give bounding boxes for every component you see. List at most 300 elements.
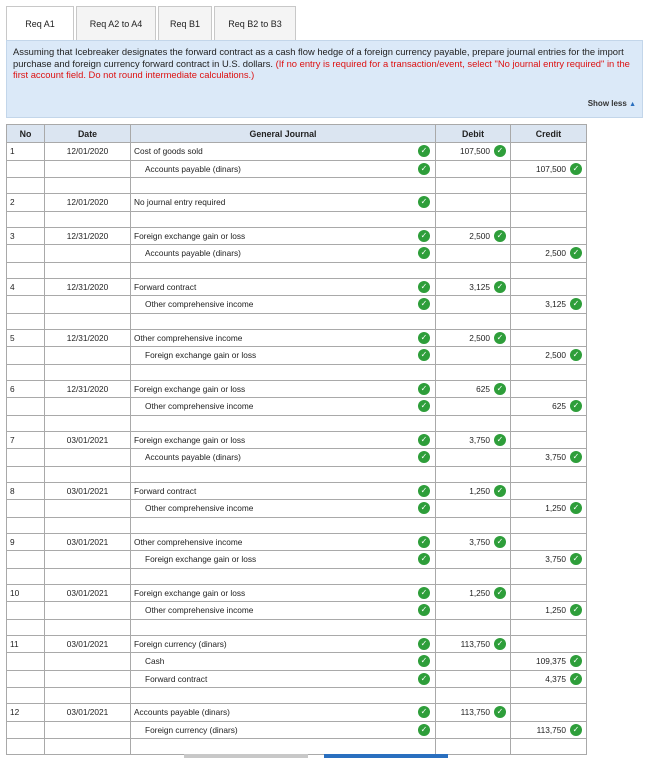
entry-number — [7, 398, 45, 416]
debit-input[interactable] — [436, 160, 511, 178]
tab-req-a1[interactable]: Req A1 — [6, 6, 74, 40]
entry-date[interactable]: 03/01/2021 — [45, 584, 131, 602]
spacer-cell — [45, 364, 131, 380]
account-name: Other comprehensive income — [134, 332, 243, 343]
entry-date[interactable]: 12/31/2020 — [45, 227, 131, 245]
debit-input[interactable] — [436, 482, 511, 500]
spacer-row — [7, 211, 587, 227]
journal-row — [7, 602, 587, 620]
account-select[interactable] — [131, 431, 436, 449]
entry-date[interactable]: 03/01/2021 — [45, 482, 131, 500]
check-circle-icon: ✓ — [570, 604, 582, 616]
entry-date[interactable]: 03/01/2021 — [45, 704, 131, 722]
credit-input[interactable] — [511, 278, 587, 296]
spacer-cell — [511, 517, 587, 533]
spacer-cell — [45, 466, 131, 482]
check-circle-icon: ✓ — [418, 247, 430, 259]
account-select[interactable] — [131, 635, 436, 653]
next-button[interactable] — [324, 754, 448, 758]
spacer-row — [7, 568, 587, 584]
credit-input[interactable] — [511, 533, 587, 551]
entry-number — [7, 296, 45, 314]
check-circle-icon: ✓ — [418, 332, 430, 344]
spacer-cell — [511, 415, 587, 431]
spacer-cell — [436, 568, 511, 584]
credit-input[interactable] — [511, 602, 587, 620]
entry-number: 2 — [7, 194, 45, 212]
entry-date[interactable]: 12/01/2020 — [45, 194, 131, 212]
spacer-row — [7, 178, 587, 194]
entry-number — [7, 602, 45, 620]
account-select[interactable] — [131, 227, 436, 245]
check-circle-icon: ✓ — [418, 434, 430, 446]
spacer-cell — [131, 517, 436, 533]
entry-number: 3 — [7, 227, 45, 245]
journal-row — [7, 653, 587, 671]
spacer-cell — [436, 415, 511, 431]
check-circle-icon: ✓ — [494, 706, 506, 718]
account-select[interactable] — [131, 347, 436, 365]
credit-input[interactable] — [511, 704, 587, 722]
check-circle-icon: ✓ — [494, 638, 506, 650]
debit-amount: 1,250 — [469, 485, 490, 496]
debit-input[interactable] — [436, 449, 511, 467]
credit-input[interactable] — [511, 635, 587, 653]
check-circle-icon: ✓ — [418, 553, 430, 565]
spacer-cell — [7, 517, 45, 533]
credit-input[interactable] — [511, 482, 587, 500]
entry-date[interactable]: 12/31/2020 — [45, 278, 131, 296]
debit-amount: 3,750 — [469, 434, 490, 445]
credit-input[interactable] — [511, 398, 587, 416]
account-select[interactable] — [131, 482, 436, 500]
account-select[interactable] — [131, 533, 436, 551]
debit-amount: 3,750 — [469, 536, 490, 547]
spacer-cell — [45, 313, 131, 329]
check-circle-icon: ✓ — [418, 706, 430, 718]
journal-row — [7, 296, 587, 314]
instructions-main: Assuming that Icebreaker designates the forward contract as a cash flow hedge of a foreign currency payable, prepare journal entries for the import purchase and foreign currency forward contract in U.S. dollars. — [13, 46, 624, 69]
entry-number: 7 — [7, 431, 45, 449]
debit-amount: 113,750 — [460, 707, 490, 718]
spacer-cell — [7, 466, 45, 482]
spacer-cell — [436, 211, 511, 227]
account-select[interactable] — [131, 245, 436, 263]
header-date: Date — [45, 125, 131, 143]
account-select[interactable] — [131, 449, 436, 467]
credit-amount: 4,375 — [545, 673, 566, 684]
entry-date — [45, 245, 131, 263]
credit-amount: 2,500 — [545, 350, 566, 361]
debit-amount: 1,250 — [469, 587, 490, 598]
spacer-row — [7, 466, 587, 482]
account-select[interactable] — [131, 584, 436, 602]
account-name: Other comprehensive income — [134, 536, 243, 547]
spacer-cell — [511, 262, 587, 278]
journal-table — [6, 124, 587, 755]
account-select[interactable] — [131, 380, 436, 398]
check-circle-icon: ✓ — [418, 281, 430, 293]
spacer-cell — [45, 688, 131, 704]
journal-row — [7, 398, 587, 416]
account-select[interactable] — [131, 721, 436, 739]
check-circle-icon: ✓ — [494, 230, 506, 242]
entry-date[interactable]: 12/31/2020 — [45, 329, 131, 347]
spacer-row — [7, 739, 587, 755]
check-circle-icon: ✓ — [494, 332, 506, 344]
entry-date — [45, 500, 131, 518]
spacer-cell — [7, 262, 45, 278]
check-circle-icon: ✓ — [418, 502, 430, 514]
account-name: Foreign exchange gain or loss — [134, 434, 246, 445]
account-select[interactable] — [131, 704, 436, 722]
tab-bar — [6, 6, 298, 40]
credit-amount: 625 — [552, 401, 566, 412]
account-name: Other comprehensive income — [145, 605, 254, 616]
entry-number — [7, 347, 45, 365]
credit-input[interactable] — [511, 670, 587, 688]
account-select[interactable] — [131, 194, 436, 212]
entry-date[interactable]: 03/01/2021 — [45, 533, 131, 551]
entry-date — [45, 449, 131, 467]
credit-input[interactable] — [511, 143, 587, 161]
account-select[interactable] — [131, 398, 436, 416]
spacer-row — [7, 688, 587, 704]
check-circle-icon: ✓ — [418, 604, 430, 616]
credit-input[interactable] — [511, 227, 587, 245]
entry-date[interactable]: 12/31/2020 — [45, 380, 131, 398]
entry-date — [45, 160, 131, 178]
entry-date — [45, 347, 131, 365]
spacer-cell — [7, 211, 45, 227]
credit-input[interactable] — [511, 160, 587, 178]
account-name: Accounts payable (dinars) — [145, 163, 241, 174]
credit-input[interactable] — [511, 653, 587, 671]
spacer-cell — [7, 313, 45, 329]
account-name: No journal entry required — [134, 197, 226, 208]
account-select[interactable] — [131, 551, 436, 569]
spacer-cell — [45, 178, 131, 194]
spacer-cell — [45, 619, 131, 635]
spacer-cell — [45, 211, 131, 227]
check-circle-icon: ✓ — [570, 163, 582, 175]
spacer-cell — [511, 313, 587, 329]
credit-amount: 1,250 — [545, 503, 566, 514]
check-circle-icon: ✓ — [570, 553, 582, 565]
entry-date — [45, 721, 131, 739]
entry-number: 10 — [7, 584, 45, 602]
journal-row — [7, 227, 587, 245]
credit-input[interactable] — [511, 329, 587, 347]
check-circle-icon: ✓ — [494, 536, 506, 548]
prev-button[interactable] — [184, 754, 308, 758]
spacer-cell — [131, 739, 436, 755]
spacer-cell — [436, 739, 511, 755]
account-name: Accounts payable (dinars) — [145, 248, 241, 259]
spacer-cell — [436, 619, 511, 635]
debit-amount: 113,750 — [460, 638, 490, 649]
spacer-cell — [511, 364, 587, 380]
spacer-cell — [511, 466, 587, 482]
debit-input[interactable] — [436, 347, 511, 365]
tab-req-b2-b3[interactable]: Req B2 to B3 — [214, 6, 296, 40]
spacer-cell — [131, 415, 436, 431]
account-select[interactable] — [131, 602, 436, 620]
debit-input[interactable] — [436, 296, 511, 314]
journal-row — [7, 245, 587, 263]
credit-amount: 3,750 — [545, 554, 566, 565]
debit-amount: 107,500 — [460, 146, 490, 157]
spacer-cell — [511, 619, 587, 635]
journal-row — [7, 194, 587, 212]
spacer-cell — [436, 688, 511, 704]
check-circle-icon: ✓ — [418, 485, 430, 497]
check-circle-icon: ✓ — [418, 638, 430, 650]
journal-row — [7, 143, 587, 161]
spacer-cell — [7, 364, 45, 380]
credit-input[interactable] — [511, 584, 587, 602]
spacer-cell — [131, 313, 436, 329]
check-circle-icon: ✓ — [494, 281, 506, 293]
spacer-cell — [7, 178, 45, 194]
spacer-cell — [511, 211, 587, 227]
check-circle-icon: ✓ — [418, 349, 430, 361]
credit-amount: 2,500 — [545, 248, 566, 259]
account-select[interactable] — [131, 500, 436, 518]
debit-input[interactable] — [436, 635, 511, 653]
spacer-cell — [45, 568, 131, 584]
journal-row — [7, 347, 587, 365]
account-name: Forward contract — [134, 485, 197, 496]
spacer-cell — [436, 178, 511, 194]
entry-number: 12 — [7, 704, 45, 722]
check-circle-icon: ✓ — [570, 349, 582, 361]
check-circle-icon: ✓ — [418, 400, 430, 412]
entry-number — [7, 721, 45, 739]
credit-amount: 113,750 — [536, 724, 566, 735]
check-circle-icon: ✓ — [570, 655, 582, 667]
debit-amount: 3,125 — [469, 281, 490, 292]
journal-row — [7, 278, 587, 296]
entry-number: 4 — [7, 278, 45, 296]
debit-input[interactable] — [436, 431, 511, 449]
spacer-row — [7, 262, 587, 278]
journal-row — [7, 533, 587, 551]
spacer-cell — [131, 466, 436, 482]
debit-amount: 625 — [476, 383, 490, 394]
account-select[interactable] — [131, 160, 436, 178]
check-circle-icon: ✓ — [494, 434, 506, 446]
account-name: Foreign exchange gain or loss — [134, 587, 246, 598]
spacer-row — [7, 517, 587, 533]
debit-input[interactable] — [436, 721, 511, 739]
account-name: Foreign currency (dinars) — [145, 724, 238, 735]
debit-input[interactable] — [436, 551, 511, 569]
check-circle-icon: ✓ — [418, 230, 430, 242]
check-circle-icon: ✓ — [418, 145, 430, 157]
credit-input[interactable] — [511, 449, 587, 467]
entry-number: 1 — [7, 143, 45, 161]
spacer-cell — [45, 739, 131, 755]
triangle-up-icon: ▲ — [629, 101, 636, 109]
debit-input[interactable] — [436, 398, 511, 416]
journal-row — [7, 551, 587, 569]
spacer-cell — [45, 517, 131, 533]
debit-input[interactable] — [436, 533, 511, 551]
credit-input[interactable] — [511, 500, 587, 518]
account-select[interactable] — [131, 278, 436, 296]
spacer-cell — [511, 568, 587, 584]
instructions-panel — [6, 40, 643, 118]
spacer-row — [7, 619, 587, 635]
credit-input[interactable] — [511, 296, 587, 314]
credit-amount: 107,500 — [536, 163, 566, 174]
spacer-cell — [131, 262, 436, 278]
entry-number: 8 — [7, 482, 45, 500]
debit-input[interactable] — [436, 245, 511, 263]
header-no: No — [7, 125, 45, 143]
spacer-cell — [511, 739, 587, 755]
entry-date — [45, 551, 131, 569]
header-general-journal: General Journal — [131, 125, 436, 143]
spacer-row — [7, 415, 587, 431]
entry-number — [7, 160, 45, 178]
spacer-row — [7, 364, 587, 380]
header-credit: Credit — [511, 125, 587, 143]
spacer-cell — [511, 688, 587, 704]
spacer-cell — [436, 466, 511, 482]
debit-input[interactable] — [436, 602, 511, 620]
check-circle-icon: ✓ — [494, 485, 506, 497]
entry-number — [7, 500, 45, 518]
journal-body — [7, 143, 587, 755]
account-name: Accounts payable (dinars) — [145, 452, 241, 463]
entry-number — [7, 449, 45, 467]
entry-number — [7, 653, 45, 671]
spacer-cell — [7, 619, 45, 635]
spacer-cell — [7, 688, 45, 704]
credit-amount: 109,375 — [536, 656, 566, 667]
spacer-cell — [131, 211, 436, 227]
instructions-note: (If no entry is required for a transaction/event, select "No journal entry required" in the first account field. Do not round intermediate calculations.) — [13, 57, 630, 81]
credit-input[interactable] — [511, 245, 587, 263]
debit-input[interactable] — [436, 278, 511, 296]
entry-number: 6 — [7, 380, 45, 398]
account-name: Foreign exchange gain or loss — [145, 350, 257, 361]
journal-row — [7, 329, 587, 347]
entry-date[interactable]: 12/01/2020 — [45, 143, 131, 161]
entry-date — [45, 296, 131, 314]
credit-input[interactable] — [511, 347, 587, 365]
check-circle-icon: ✓ — [418, 724, 430, 736]
debit-input[interactable] — [436, 143, 511, 161]
check-circle-icon: ✓ — [570, 400, 582, 412]
debit-input[interactable] — [436, 670, 511, 688]
account-select[interactable] — [131, 296, 436, 314]
credit-amount: 3,125 — [545, 299, 566, 310]
account-select[interactable] — [131, 670, 436, 688]
entry-number — [7, 551, 45, 569]
check-circle-icon: ✓ — [494, 383, 506, 395]
journal-row — [7, 635, 587, 653]
tab-req-b1[interactable]: Req B1 — [158, 6, 212, 40]
bottom-nav — [0, 754, 651, 758]
spacer-cell — [45, 262, 131, 278]
journal-row — [7, 670, 587, 688]
check-circle-icon: ✓ — [570, 724, 582, 736]
entry-date[interactable]: 03/01/2021 — [45, 431, 131, 449]
spacer-cell — [436, 262, 511, 278]
account-name: Other comprehensive income — [145, 503, 254, 514]
check-circle-icon: ✓ — [418, 383, 430, 395]
entry-date — [45, 670, 131, 688]
debit-input[interactable] — [436, 653, 511, 671]
check-circle-icon: ✓ — [418, 536, 430, 548]
check-circle-icon: ✓ — [418, 451, 430, 463]
journal-row — [7, 721, 587, 739]
credit-input[interactable] — [511, 380, 587, 398]
debit-input[interactable] — [436, 380, 511, 398]
entry-date — [45, 398, 131, 416]
spacer-cell — [7, 739, 45, 755]
debit-input[interactable] — [436, 194, 511, 212]
journal-row — [7, 482, 587, 500]
entry-number: 5 — [7, 329, 45, 347]
check-circle-icon: ✓ — [494, 145, 506, 157]
account-name: Cash — [145, 656, 165, 667]
credit-input[interactable] — [511, 551, 587, 569]
spacer-cell — [7, 568, 45, 584]
entry-date — [45, 602, 131, 620]
credit-input[interactable] — [511, 194, 587, 212]
credit-input[interactable] — [511, 721, 587, 739]
check-circle-icon: ✓ — [494, 587, 506, 599]
debit-input[interactable] — [436, 227, 511, 245]
spacer-cell — [436, 313, 511, 329]
show-less-link[interactable] — [588, 98, 636, 111]
debit-input[interactable] — [436, 584, 511, 602]
account-select[interactable] — [131, 143, 436, 161]
check-circle-icon: ✓ — [570, 451, 582, 463]
header-debit: Debit — [436, 125, 511, 143]
spacer-cell — [131, 619, 436, 635]
account-select[interactable] — [131, 653, 436, 671]
account-name: Other comprehensive income — [145, 299, 254, 310]
entry-date[interactable]: 03/01/2021 — [45, 635, 131, 653]
journal-row — [7, 704, 587, 722]
account-select[interactable] — [131, 329, 436, 347]
debit-input[interactable] — [436, 329, 511, 347]
spacer-cell — [131, 688, 436, 704]
debit-amount: 2,500 — [469, 230, 490, 241]
debit-input[interactable] — [436, 704, 511, 722]
journal-row — [7, 160, 587, 178]
credit-input[interactable] — [511, 431, 587, 449]
tab-req-a2-a4[interactable]: Req A2 to A4 — [76, 6, 156, 40]
journal-row — [7, 431, 587, 449]
journal-row — [7, 500, 587, 518]
journal-row — [7, 380, 587, 398]
spacer-cell — [131, 568, 436, 584]
check-circle-icon: ✓ — [418, 196, 430, 208]
check-circle-icon: ✓ — [418, 673, 430, 685]
show-less-label: Show less — [587, 99, 627, 109]
spacer-row — [7, 313, 587, 329]
debit-input[interactable] — [436, 500, 511, 518]
account-name: Other comprehensive income — [145, 401, 254, 412]
check-circle-icon: ✓ — [418, 587, 430, 599]
debit-amount: 2,500 — [469, 332, 490, 343]
